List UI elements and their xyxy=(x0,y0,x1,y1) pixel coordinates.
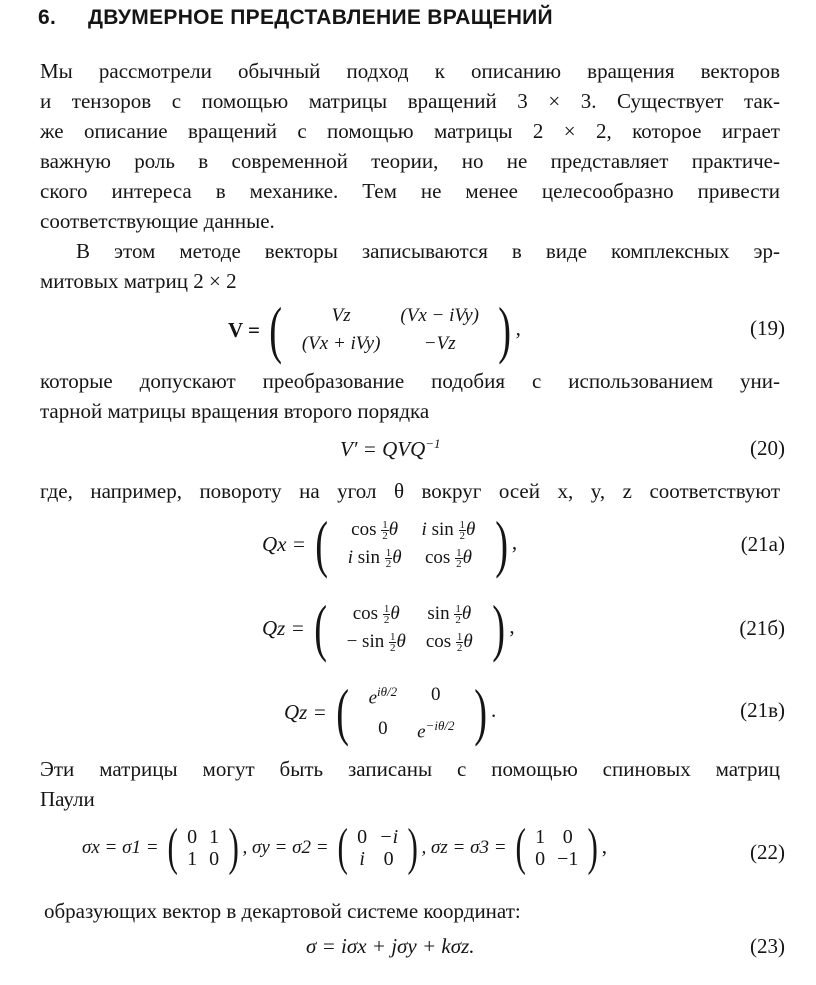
paragraph-line: ского интереса в механике. Тем не менее целесообразно привести xyxy=(40,179,780,203)
equation-23 xyxy=(40,930,785,970)
punctuation: . xyxy=(491,698,497,723)
punctuation: , xyxy=(601,833,607,858)
frac-den: 2 xyxy=(459,530,466,543)
exp-power: iθ/2 xyxy=(377,684,398,699)
equation-21c xyxy=(40,676,785,748)
equation-22-body xyxy=(82,819,607,876)
equation-21b xyxy=(40,592,785,663)
frac-num: 1 xyxy=(383,603,390,616)
matrix-v xyxy=(292,302,489,358)
sin-text: sin xyxy=(362,631,385,652)
matrix-cell: i xyxy=(359,848,365,870)
equation-21a-lhs: Qx = xyxy=(262,531,306,556)
half-fraction xyxy=(381,520,389,541)
left-paren: ( xyxy=(337,819,348,876)
right-paren: ) xyxy=(407,819,419,876)
matrix-cell: (Vx − iVy) xyxy=(400,305,480,326)
section-heading xyxy=(38,6,553,30)
matrix-cell: 0 xyxy=(187,826,198,848)
frac-num: 1 xyxy=(456,631,463,644)
frac-den: 2 xyxy=(389,642,396,655)
right-paren: ) xyxy=(494,508,508,579)
cos-text: cos xyxy=(352,603,379,624)
half-fraction xyxy=(459,520,467,541)
paragraph-line: которые допускают преобразование подобия с использованием уни- xyxy=(40,369,780,393)
matrix-cell: 0 xyxy=(562,826,573,848)
equation-number: (21а) xyxy=(740,532,785,556)
sigma-y-label: , σy = σ2 = xyxy=(242,837,329,858)
matrix-cell: −i xyxy=(379,826,399,848)
matrix-qx xyxy=(338,516,486,572)
matrix-cell: 0 xyxy=(378,718,388,740)
matrix-cell: 0 xyxy=(535,848,546,870)
frac-num: 1 xyxy=(389,631,396,644)
left-paren: ( xyxy=(515,819,526,876)
matrix-cell: 1 xyxy=(187,848,198,870)
equation-number: (19) xyxy=(750,316,785,340)
cos-text: cos xyxy=(425,631,452,652)
equation-20-text: V′ = QVQ xyxy=(340,437,426,461)
frac-den: 2 xyxy=(455,614,461,627)
punctuation: , xyxy=(511,529,518,554)
matrix-cell xyxy=(412,516,486,544)
pauli-matrix-y xyxy=(351,826,404,870)
theta: θ xyxy=(388,519,399,540)
exp-base: e xyxy=(368,687,378,709)
imag-unit: i xyxy=(347,547,354,568)
theta: θ xyxy=(390,603,400,624)
equation-21b-body xyxy=(262,592,515,663)
left-paren: ( xyxy=(167,819,178,876)
equation-21a-body xyxy=(262,508,518,579)
exp-base: e xyxy=(417,721,426,743)
left-paren: ( xyxy=(314,592,328,663)
equation-21a xyxy=(40,508,785,579)
paragraph-line: Эти матрицы могут быть записаны с помощью спиновых матриц xyxy=(40,757,780,781)
cos-text: cos xyxy=(424,547,451,568)
frac-den: 2 xyxy=(382,530,388,543)
paragraph-line: образующих вектор в декартовой системе координат: xyxy=(44,899,521,923)
sin-text: sin xyxy=(427,603,450,624)
equation-number: (21б) xyxy=(739,616,785,640)
equation-number: (20) xyxy=(750,436,785,460)
matrix-cell xyxy=(412,544,486,572)
paragraph-line: важную роль в современной теории, но не представляет практиче- xyxy=(40,149,780,173)
cos-text: cos xyxy=(351,519,377,540)
half-fraction xyxy=(455,548,463,569)
pauli-matrix-x xyxy=(181,826,225,870)
theta: θ xyxy=(392,547,402,568)
theta: θ xyxy=(461,603,472,624)
right-paren: ) xyxy=(228,819,240,876)
matrix-cell xyxy=(338,544,412,572)
matrix-qz-real xyxy=(337,600,483,656)
frac-den: 2 xyxy=(385,558,392,571)
left-paren: ( xyxy=(269,294,283,365)
equation-number: (22) xyxy=(750,840,785,864)
theta: θ xyxy=(462,547,472,568)
minus-sign: − xyxy=(346,631,358,652)
frac-den: 2 xyxy=(456,642,463,655)
frac-num: 1 xyxy=(456,547,462,560)
matrix-cell xyxy=(337,628,416,656)
sigma-z-label: , σz = σ3 = xyxy=(421,837,507,858)
matrix-cell xyxy=(407,712,464,746)
matrix-cell: 0 xyxy=(431,684,441,706)
matrix-cell: 0 xyxy=(357,826,368,848)
sin-text: sin xyxy=(431,519,454,540)
paragraph-line: соответствующие данные. xyxy=(40,209,275,233)
paragraph-line: тарной матрицы вращения второго порядка xyxy=(40,399,430,423)
matrix-qz-complex xyxy=(359,678,465,747)
half-fraction xyxy=(454,604,462,625)
matrix-cell: Vz xyxy=(331,305,351,326)
equation-23-body: σ = iσx + jσy + kσz. xyxy=(306,934,475,958)
matrix-cell xyxy=(338,516,412,544)
theta: θ xyxy=(466,519,476,540)
matrix-cell: 0 xyxy=(209,848,220,870)
right-paren: ) xyxy=(492,592,506,663)
frac-num: 1 xyxy=(382,519,388,532)
right-paren: ) xyxy=(498,294,512,365)
paragraph-line: Мы рассмотрели обычный подход к описанию вращения векторов xyxy=(40,59,780,83)
imag-unit: i xyxy=(421,519,427,540)
equation-20 xyxy=(40,432,785,472)
equation-21c-body xyxy=(284,678,496,747)
left-paren: ( xyxy=(315,508,329,579)
paragraph-line: митовых матриц 2 × 2 xyxy=(40,269,237,293)
paragraph-line: же описание вращений с помощью матрицы 2 × 2, которое играет xyxy=(40,119,780,143)
equation-number: (23) xyxy=(750,934,785,958)
paragraph-line: Паули xyxy=(40,787,95,811)
matrix-cell: 1 xyxy=(209,826,220,848)
frac-num: 1 xyxy=(385,547,392,560)
matrix-cell xyxy=(337,600,416,628)
pauli-matrix-z xyxy=(529,826,584,870)
equation-19 xyxy=(40,294,785,365)
paragraph-line: где, например, повороту на угол θ вокруг осей x, y, z соответствуют xyxy=(40,479,780,503)
paragraph-line: В этом методе векторы записываются в виде комплексных эр- xyxy=(76,239,780,263)
matrix-cell xyxy=(416,628,483,656)
matrix-cell: −1 xyxy=(557,848,579,870)
right-paren: ) xyxy=(587,819,599,876)
punctuation: , xyxy=(509,613,515,638)
equation-20-body xyxy=(340,436,441,462)
exp-power: −iθ/2 xyxy=(425,718,455,734)
frac-den: 2 xyxy=(383,614,390,627)
paragraph-line: и тензоров с помощью матрицы вращений 3 × 3. Существует так- xyxy=(40,89,780,113)
equation-22 xyxy=(40,819,785,882)
matrix-cell: (Vx + iVy) xyxy=(301,333,381,354)
frac-num: 1 xyxy=(455,603,461,616)
sin-text: sin xyxy=(357,547,380,568)
equation-20-exponent: −1 xyxy=(425,436,441,451)
punctuation: , xyxy=(515,315,521,340)
frac-den: 2 xyxy=(456,558,462,571)
section-title: ДВУМЕРНОЕ ПРЕДСТАВЛЕНИЕ ВРАЩЕНИЙ xyxy=(88,6,553,29)
equation-21c-lhs: Qz = xyxy=(284,699,327,724)
matrix-cell: 1 xyxy=(535,826,546,848)
equation-19-body xyxy=(228,294,521,365)
sigma-x-label: σx = σ1 = xyxy=(82,837,159,858)
frac-num: 1 xyxy=(459,519,466,532)
right-paren: ) xyxy=(473,676,487,748)
theta: θ xyxy=(463,631,473,652)
matrix-cell xyxy=(359,678,408,712)
matrix-cell: 0 xyxy=(383,848,394,870)
section-number: 6. xyxy=(38,6,57,29)
equation-number: (21в) xyxy=(740,698,785,722)
matrix-cell: −Vz xyxy=(423,333,456,354)
equation-21b-lhs: Qz = xyxy=(262,615,305,640)
equation-19-lhs: V = xyxy=(228,317,261,342)
left-paren: ( xyxy=(336,676,350,748)
theta: θ xyxy=(396,631,406,652)
matrix-cell xyxy=(416,600,483,628)
